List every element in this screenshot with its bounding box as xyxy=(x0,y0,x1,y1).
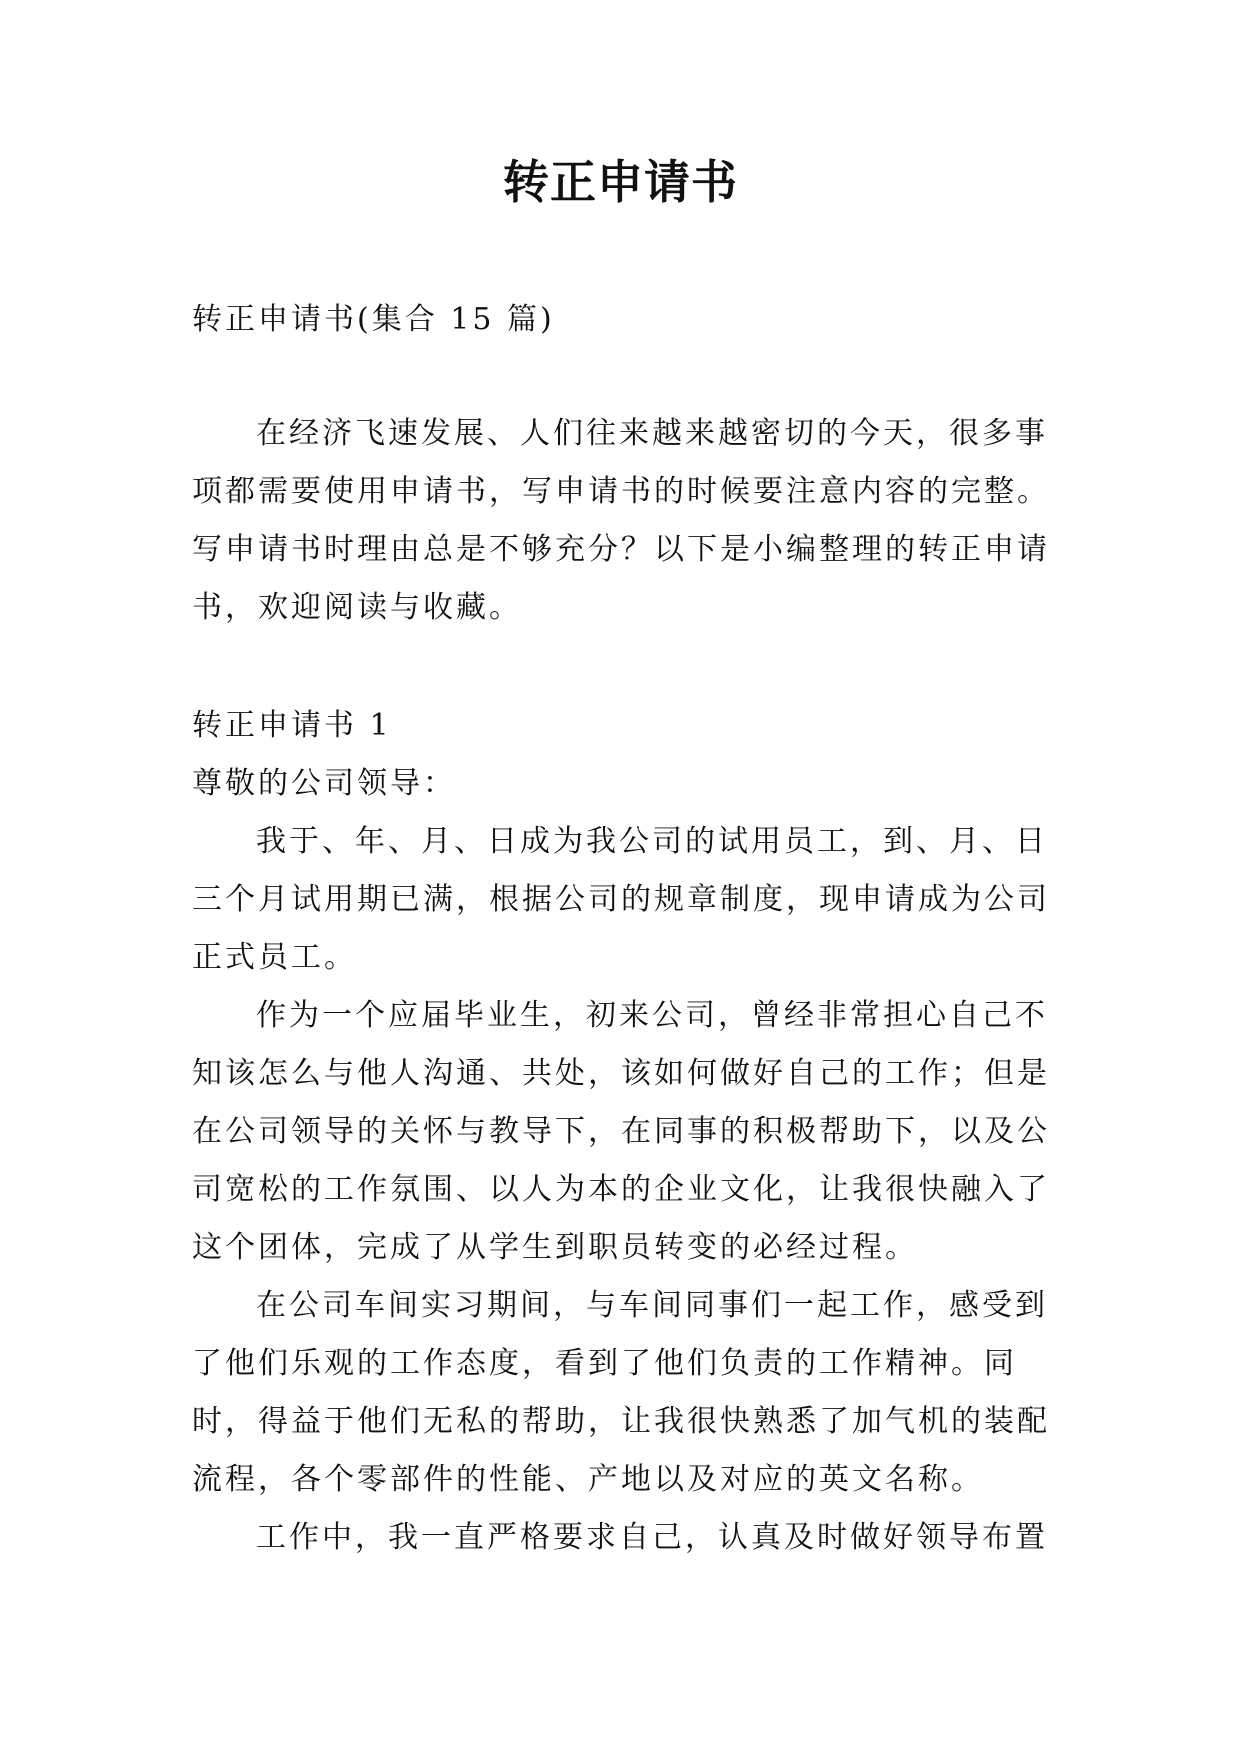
intro-paragraph: 在经济飞速发展、人们往来越来越密切的今天，很多事项都需要使用申请书，写申请书的时候要注意内容的完整。写申请书时理由总是不够充分？以下是小编整理的转正申请书，欢迎阅读与收藏。 xyxy=(192,416,1050,625)
body-paragraph-3: 在公司车间实习期间，与车间同事们一起工作，感受到了他们乐观的工作态度，看到了他们负责的工作精神。同时，得益于他们无私的帮助，让我很快熟悉了加气机的装配流程，各个零部件的性能、产地以及对应的英文名称。 xyxy=(192,1288,1050,1497)
document-title: 转正申请书 xyxy=(503,155,738,209)
intro-section xyxy=(192,405,1052,637)
letter-section xyxy=(192,697,1052,1567)
body-paragraph-2: 作为一个应届毕业生，初来公司，曾经非常担心自己不知该怎么与他人沟通、共处，该如何做好自己的工作；但是在公司领导的关怀与教导下，在同事的积极帮助下，以及公司宽松的工作氛围、以人为本的企业文化，让我很快融入了这个团体，完成了从学生到职员转变的必经过程。 xyxy=(192,998,1050,1265)
subtitle-text: 转正申请书(集合 15 篇) xyxy=(192,302,555,337)
body-paragraph-4: 工作中，我一直严格要求自己，认真及时做好领导布置 xyxy=(256,1520,1048,1555)
salutation: 尊敬的公司领导： xyxy=(192,766,456,801)
body-paragraph-1: 我于、年、月、日成为我公司的试用员工，到、月、日三个月试用期已满，根据公司的规章制度，现申请成为公司正式员工。 xyxy=(192,824,1050,975)
document-subtitle xyxy=(192,291,1052,349)
section-heading: 转正申请书 1 xyxy=(192,708,392,743)
